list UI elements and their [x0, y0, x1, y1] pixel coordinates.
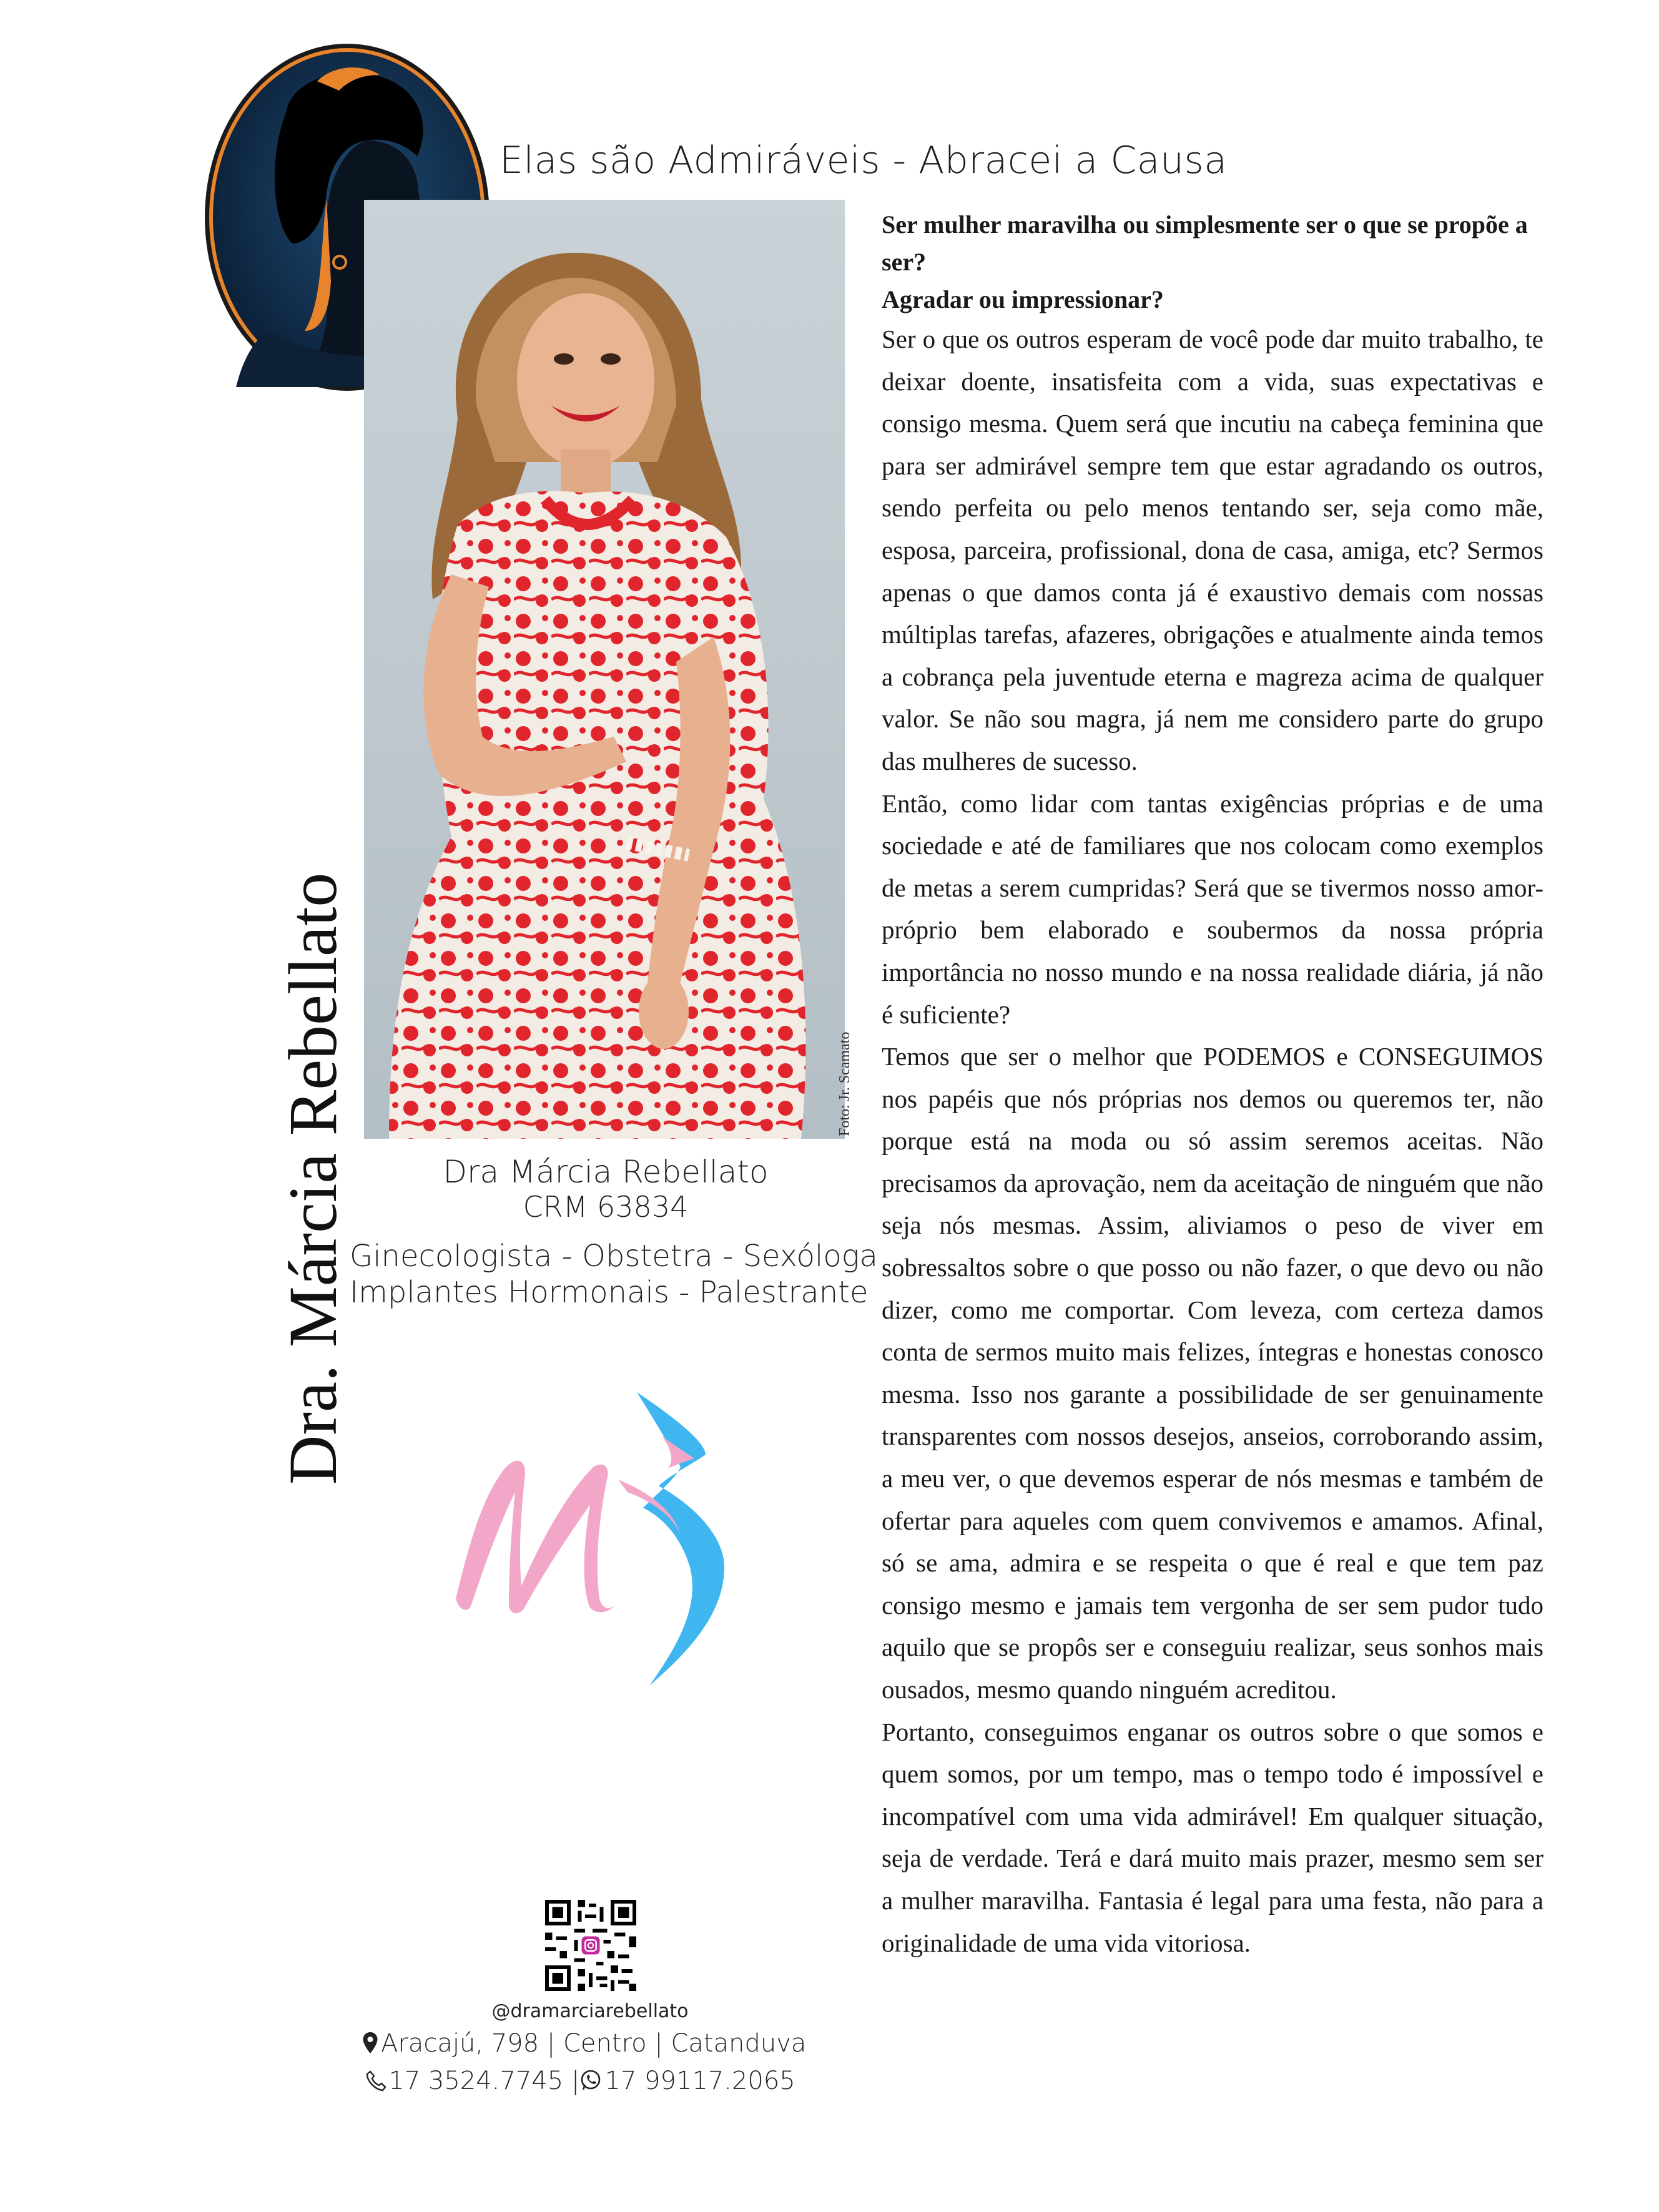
article-paragraph: Temos que ser o melhor que PODEMOS e CONSEGUIMOS nos papéis que nós próprias nos demos ou queremos ter, não porque está na moda ou só assim seremos aceitas. Não precisamos da aprovação, nem da aceitação de ninguém que não seja nós mesmas. Assim, aliviamos o peso de viver em sobressaltos sobre o que posso ou não fazer, o que devo ou não dizer, como me comportar. Com leveza, com certeza damos conta de sermos muito mais felizes, íntegras e honestas conosco mesma. Isso nos garante a possibilidade de ser genuinamente transparentes com nossos desejos, anseios, corroborando assim, a meu ver, o que devemos esperar de nós mesmas e também de ofertar para aqueles com quem convivemos e amamos. Afinal, só se ama, admira e se respeita o que é real e que tem paz consigo mesmo e jamais tem vergonha de ser sem pudor tudo aquilo que se propôs ser e conseguiu realizar, seus sonhos mais ousados, mesmo quando ninguém acreditou. [882, 1042, 1543, 1704]
phone-line [350, 2067, 812, 2095]
photo-credit: Foto: Jr. Scamato [837, 1031, 853, 1136]
article-body [882, 206, 1543, 1964]
phone-icon [366, 2070, 386, 2092]
vertical-doctor-name: Dra. Márcia Rebellato [275, 872, 351, 1485]
article-paragraph: Ser o que os outros esperam de você pode dar muito trabalho, te deixar doente, insatisfeita com a vida, suas expectativas e consigo mesma. Quem será que incutiu na cabeça feminina que para ser admirável sempre tem que estar agradando os outros, sendo perfeita ou pelo menos tentando ser, seja como mãe, esposa, parceira, profissional, dona de casa, amiga, etc? Sermos apenas o que damos conta já é exaustivo demais com nossas múltiplas tarefas, afazeres, obrigações e atualmente ainda temos a cobrança pela juventude eterna e magreza acima de qualquer valor. Se não sou magra, já nem me considero parte do grupo das mulheres de sucesso. [882, 325, 1543, 775]
article-paragraph: Então, como lidar com tantas exigências próprias e de uma sociedade e até de familiares que nos colocam como exemplos de metas a serem cumpridas? Será que se tivermos nosso amor-próprio bem elaborado e soubermos da nossa própria importância no nosso mundo e na nossa realidade diária, já não é suficiente? [882, 789, 1543, 1029]
specialties-line-2: Implantes Hormonais - Palestrante [350, 1275, 869, 1310]
whatsapp-icon [579, 2069, 602, 2092]
address-text: Aracajú, 798 | Centro | Catanduva [381, 2029, 807, 2058]
location-pin-icon [362, 2032, 378, 2054]
phone-number[interactable]: 17 3524.7745 | [388, 2067, 580, 2095]
section-title: Elas são Admiráveis - Abracei a Causa [500, 139, 1228, 182]
article-paragraph: Portanto, conseguimos enganar os outros sobre o que somos e quem somos, por um tempo, mas o tempo todo é impossível e incompatível com uma vida admirável! Em qualquer situação, seja de verdade. Terá e dará muito mais prazer, mesmo sem ser a mulher maravilha. Fantasia é legal para uma festa, não para a originalidade de uma vida vitoriosa. [882, 1717, 1543, 1957]
article-lead-subquestion: Agradar ou impressionar? [882, 285, 1164, 313]
doctor-photo [364, 200, 845, 1139]
instagram-handle[interactable]: @dramarciarebellato [491, 2000, 689, 2022]
whatsapp-number[interactable]: 17 99117.2065 [604, 2067, 795, 2095]
qr-code-icon[interactable] [545, 1900, 636, 1991]
article-lead-question: Ser mulher maravilha ou simplesmente ser o que se propõe a ser? [882, 210, 1528, 276]
address-line [362, 2029, 807, 2058]
doctor-name: Dra Márcia Rebellato [443, 1154, 769, 1190]
crm-number: CRM 63834 [523, 1190, 689, 1224]
specialties-line-1: Ginecologista - Obstetra - Sexóloga [350, 1239, 878, 1274]
mr-logo-icon [412, 1361, 774, 1698]
